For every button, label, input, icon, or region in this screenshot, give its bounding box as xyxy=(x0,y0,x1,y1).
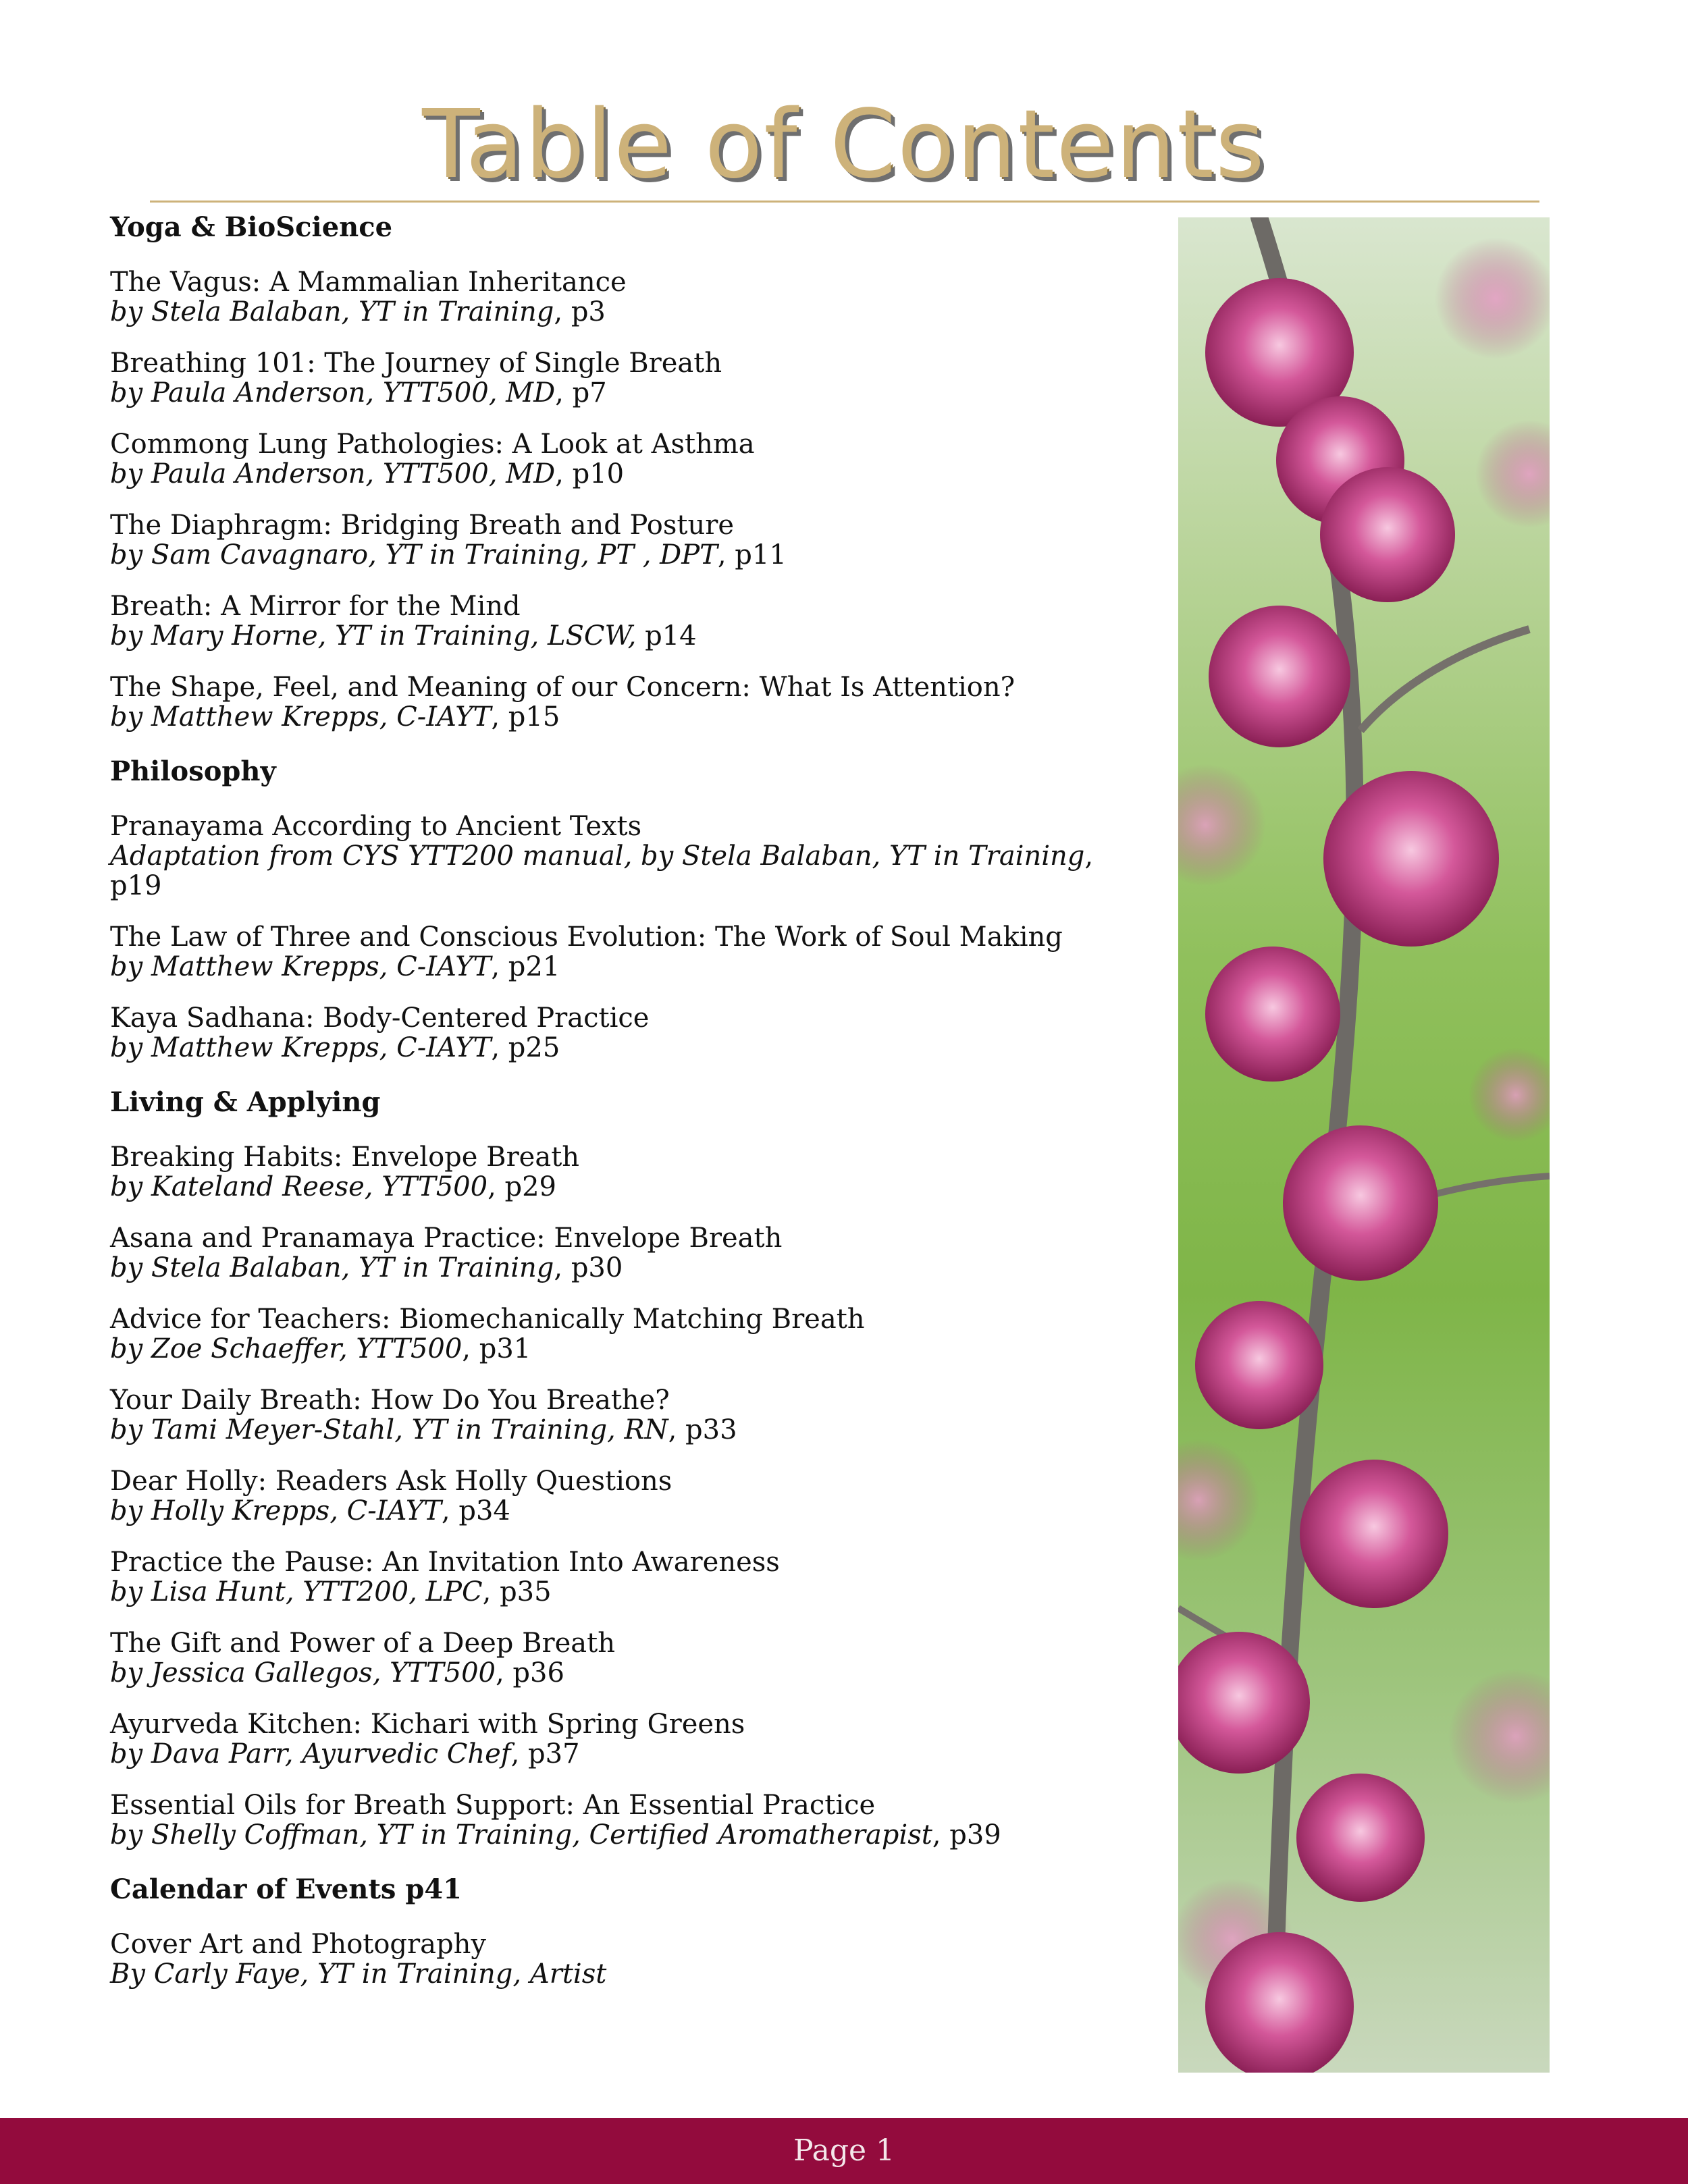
entry-page: , p19 xyxy=(110,841,1094,901)
entry-page: , p36 xyxy=(496,1657,564,1688)
entry-title: The Diaphragm: Bridging Breath and Posture xyxy=(110,510,735,541)
entry-title: Breathing 101: The Journey of Single Breath xyxy=(110,348,722,379)
toc-entry[interactable] xyxy=(110,1223,1150,1283)
entry-title: Dear Holly: Readers Ask Holly Questions xyxy=(110,1466,672,1497)
entry-page: , p29 xyxy=(487,1171,556,1202)
entry-page: , p30 xyxy=(554,1252,623,1283)
entry-author: by Shelly Coffman, YT in Training, Certified Aromatherapist xyxy=(110,1819,932,1850)
toc-entry[interactable] xyxy=(110,1466,1150,1526)
entry-page: , p35 xyxy=(482,1576,552,1607)
table-of-contents xyxy=(110,209,1150,2010)
entry-title: The Vagus: A Mammalian Inheritance xyxy=(110,267,627,298)
entry-page: , p39 xyxy=(932,1819,1001,1850)
toc-entry[interactable] xyxy=(110,1385,1150,1445)
entry-title: Asana and Pranamaya Practice: Envelope Breath xyxy=(110,1223,783,1254)
entry-author: by Matthew Krepps, C-IAYT xyxy=(110,1032,492,1063)
section-heading-yoga-bioscience: Yoga & BioScience xyxy=(110,211,393,243)
entry-author: by Tami Meyer-Stahl, YT in Training, RN xyxy=(110,1414,668,1445)
entry-author: by Matthew Krepps, C-IAYT xyxy=(110,951,492,982)
entry-page: , p25 xyxy=(491,1032,560,1063)
entry-author: by Paula Anderson, YTT500, MD xyxy=(110,377,556,408)
section-heading-calendar: Calendar of Events p41 xyxy=(110,1873,462,1905)
entry-page: , p31 xyxy=(462,1333,531,1364)
entry-author: by Mary Horne, YT in Training, LSCW, xyxy=(110,620,637,651)
entry-page: p14 xyxy=(636,620,697,651)
toc-entry[interactable] xyxy=(110,922,1150,982)
title-divider xyxy=(150,201,1539,203)
entry-page: , p11 xyxy=(717,539,787,570)
toc-entry[interactable] xyxy=(110,1003,1150,1063)
entry-author: by Holly Krepps, C-IAYT xyxy=(110,1495,442,1526)
entry-title: Commong Lung Pathologies: A Look at Asthma xyxy=(110,429,755,460)
entry-author: by Matthew Krepps, C-IAYT xyxy=(110,701,492,733)
toc-entry[interactable] xyxy=(110,267,1150,327)
page-footer xyxy=(0,2118,1688,2184)
entry-title: Advice for Teachers: Biomechanically Matching Breath xyxy=(110,1304,865,1335)
entry-title: The Shape, Feel, and Meaning of our Concern: What Is Attention? xyxy=(110,672,1016,703)
toc-entry[interactable] xyxy=(110,510,1150,570)
page-number: Page 1 xyxy=(793,2133,895,2168)
entry-page: , p15 xyxy=(491,701,560,733)
toc-entry[interactable] xyxy=(110,1790,1150,1850)
entry-title: Kaya Sadhana: Body-Centered Practice xyxy=(110,1003,650,1034)
entry-title: Ayurveda Kitchen: Kichari with Spring Greens xyxy=(110,1709,745,1740)
section-heading-philosophy: Philosophy xyxy=(110,755,276,787)
toc-entry[interactable] xyxy=(110,672,1150,732)
toc-entry[interactable] xyxy=(110,429,1150,489)
entry-title: The Law of Three and Conscious Evolution: The Work of Soul Making xyxy=(110,922,1063,953)
entry-author: By Carly Faye, YT in Training, Artist xyxy=(110,1959,607,1990)
entry-author: by Dava Parr, Ayurvedic Chef xyxy=(110,1738,511,1769)
section-heading-living-applying: Living & Applying xyxy=(110,1086,381,1118)
blossom-illustration xyxy=(1178,217,1550,2073)
entry-page: , p21 xyxy=(491,951,560,982)
entry-title: Practice the Pause: An Invitation Into Awareness xyxy=(110,1547,780,1578)
entry-page: , p34 xyxy=(441,1495,510,1526)
entry-title: The Gift and Power of a Deep Breath xyxy=(110,1628,615,1659)
toc-entry[interactable] xyxy=(110,591,1150,651)
toc-entry[interactable] xyxy=(110,1142,1150,1202)
entry-author: by Jessica Gallegos, YTT500 xyxy=(110,1657,496,1688)
blossom-clusters xyxy=(1178,278,1499,2073)
entry-title: Cover Art and Photography xyxy=(110,1929,486,1960)
entry-page: , p7 xyxy=(555,377,607,408)
entry-page: , p33 xyxy=(668,1414,737,1445)
toc-entry[interactable] xyxy=(110,811,1150,901)
toc-entry[interactable] xyxy=(110,1304,1150,1364)
entry-page: , p37 xyxy=(510,1738,580,1769)
entry-author: by Stela Balaban, YT in Training xyxy=(110,1252,554,1283)
entry-author: Adaptation from CYS YTT200 manual, by Stela Balaban, YT in Training xyxy=(110,841,1085,872)
entry-title: Your Daily Breath: How Do You Breathe? xyxy=(110,1385,670,1416)
entry-author: by Sam Cavagnaro, YT in Training, PT , DPT xyxy=(110,539,718,570)
toc-entry[interactable] xyxy=(110,1709,1150,1769)
entry-author: by Lisa Hunt, YTT200, LPC xyxy=(110,1576,483,1607)
entry-author: by Stela Balaban, YT in Training xyxy=(110,296,554,327)
entry-title: Essential Oils for Breath Support: An Essential Practice xyxy=(110,1790,876,1821)
entry-author: by Zoe Schaeffer, YTT500 xyxy=(110,1333,463,1364)
entry-title: Breath: A Mirror for the Mind xyxy=(110,591,521,622)
entry-title: Breaking Habits: Envelope Breath xyxy=(110,1142,580,1173)
entry-author: by Paula Anderson, YTT500, MD xyxy=(110,458,556,489)
page-title: Table of Contents xyxy=(422,90,1266,200)
redbud-blossom-photo xyxy=(1178,217,1550,2073)
entry-page: , p10 xyxy=(555,458,625,489)
toc-entry[interactable] xyxy=(110,348,1150,408)
toc-entry[interactable] xyxy=(110,1628,1150,1688)
entry-title: Pranayama According to Ancient Texts xyxy=(110,811,642,842)
toc-entry[interactable] xyxy=(110,1547,1150,1607)
toc-entry[interactable] xyxy=(110,1929,1150,1989)
entry-author: by Kateland Reese, YTT500 xyxy=(110,1171,488,1202)
entry-page: , p3 xyxy=(554,296,606,327)
